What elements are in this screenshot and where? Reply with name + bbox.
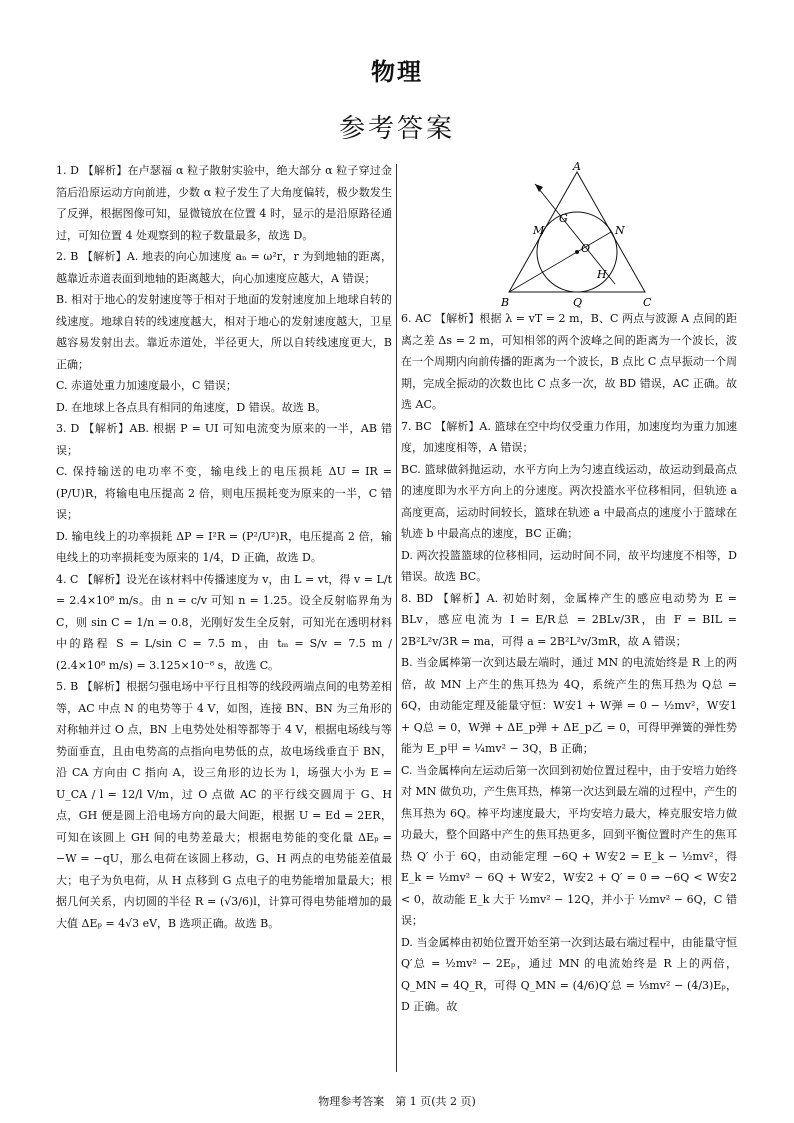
answer-4: 4. C 【解析】设光在该材料中传播速度为 v，由 L = vt，得 v = L/t = 2.4×10⁸ m/s。由 n = c/v 可知 n = 1.25。设全反射临界角为 C，则 sin C = 1/n = 0.8，光刚好发生全反射，可知光在透明材料中的路程 S = L/sin C = 7.5 m，由 tₘ = S/v = 7.5 m / (2.4×10⁸ m/s) = 3.125×10⁻⁸ s，故选 C。 [56,572,392,672]
answer-2-b: B. 相对于地心的发射速度等于相对于地面的发射速度加上地球自转的线速度。地球自转的线速度越大，相对于地心的发射速度越大，卫星越容易发射出去。靠近赤道处，半径更大，所以自转线速度更大，B 正确； [56,293,392,371]
page-title: 物理 [371,57,423,86]
triangle-circle-figure [401,160,737,308]
answer-6: 6. AC 【解析】根据 λ = vT = 2 m，B、C 两点与波源 A 点间的距离之差 Δs = 2 m，可知相邻的两个波峰之间的距离为一个波长，波在一个周期内向前传播的距离为一个波长，B 点比 C 点早振动一个周期，完成全振动的次数也比 C 点多一次，故 BD 错误，AC 正确。故选 AC。 [401,312,737,411]
label-G: G [559,212,568,225]
right-column [401,160,737,1018]
answer-8-d: D. 当金属棒由初始位置开始至第一次到达最右端过程中，由能量守恒 Q′总 = ½mv² − 2Eₚ，通过 MN 的电流始终是 R 上的两倍，Q_MN = 4Q_R，可得 Q_MN = (4/6)Q′总 = ⅓mv² − (4/3)Eₚ，D 正确。故 [401,935,737,1013]
answer-2-d: D. 在地球上各点具有相同的角速度，D 错误。故选 B。 [56,400,327,414]
label-N: N [615,224,625,237]
answer-5: 5. B 【解析】根据匀强电场中平行且相等的线段两端点间的电势差相等，AC 中点 N 的电势等于 4 V，如图，连接 BN、BN 为三角形的对称轴并过 O 点，BN 上电势处处相等都等于 4 V，根据电场线与等势面垂直，且由电势高的点指向电势低的点，故电场线垂直于 BN，沿 CA 方向由 C 指向 A，设三角形的边长为 l，场强大小为 E = U_CA / l = 12/l V/m，过 O 点做 AC 的平行线交圆周于 G、H 点，GH 便是圆上沿电场方向的最大间距，根据 U = Ed = 2ER，可知在该圆上 GH 间的电势差最大；根据电势能的变化量 ΔEₚ = −W = −qU，那么电荷在该圆上移动，G、H 两点的电势能差值最大；电子为负电荷，从 H 点移到 G 点电子的电势能增加量最大；根据几何关系，内切圆的半径 R = (√3/6)l，计算可得电势能增加的最大值 ΔEₚ = 4√3 eV，B 选项正确。故选 B。 [56,680,392,930]
answer-8-b: B. 当金属棒第一次到达最左端时，通过 MN 的电流始终是 R 上的两倍，故 MN 上产生的焦耳热为 4Q，系统产生的焦耳热为 Q总 = 6Q，由动能定理及能量守恒：W安1 + W弹 = 0 − ½mv²，W安1 + Q总 = 0，W弹 + ΔE_p弹 + ΔE_p乙 = 0，可得甲弹簧的弹性势能为 E_p甲 = ¼mv² − 3Q，B 正确； [401,656,737,755]
label-H: H [597,268,607,281]
answer-7-d: D. 两次投篮篮球的位移相同，运动时间不同，故平均速度不相等，D 错误。故选 BC。 [401,548,737,583]
answer-3-c: C. 保持输送的电功率不变，输电线上的电压损耗 ΔU = IR = (P/U)R，将输电电压提高 2 倍，则电压损耗变为原来的一半，C 错误； [56,465,392,521]
column-divider [396,164,397,1072]
label-Q: Q [573,296,583,308]
answer-1: 1. D 【解析】在卢瑟福 α 粒子散射实验中，绝大部分 α 粒子穿过金箔后沿原运动方向前进，少数 α 粒子发生了大角度偏转，极少数发生了反弹，根据图像可知，显微镜放在位置 4 时，显示的是沿原路径通过，可知位置 4 处观察到的粒子数量最多，故选 D。 [56,164,392,242]
page-subtitle: 参考答案 [338,114,455,144]
answer-2-a: 2. B 【解析】A. 地表的向心加速度 aₙ = ω²r，r 为到地轴的距离，越靠近赤道表面到地轴的距离越大，向心加速度应越大，A 错误； [56,250,392,285]
figure-svg [497,160,657,308]
answer-7-a: 7. BC 【解析】A. 篮球在空中均仅受重力作用，加速度均为重力加速度，加速度相等，A 错误； [401,419,737,454]
answer-8-a: 8. BD 【解析】A. 初始时刻，金属棒产生的感应电动势为 E = BLv，感应电流为 I = E/R总 = 2BLv/3R，由 F = BIL = 2B²L²v/3R = ma，可得 a = 2B²L²v/3mR，故 A 错误； [401,591,737,648]
label-B: B [501,296,510,308]
answer-3-d: D. 输电线上的功率损耗 ΔP = I²R = (P²/U²)R，电压提高 2 倍，输电线上的功率损耗变为原来的 1/4，D 正确，故选 D。 [56,529,392,564]
answer-8-c: C. 当金属棒向左运动后第一次回到初始位置过程中，由于安培力始终对 MN 做负功，产生焦耳热，棒第一次达到最左端的过程中，产生的焦耳热为 6Q。棒平均速度最大，平均安培力最大，棒克服安培力做功最大，整个回路中产生的焦耳热更多，回到平衡位置时产生的焦耳热 Q′ 小于 6Q，由动能定理 −6Q + W安2 = E_k − ½mv²，得 E_k = ½mv² − 6Q + W安2，W安2 + Q′ = 0 ⇒ −6Q < W安2 < 0，故动能 E_k 大于 ½mv² − 12Q，并小于 ½mv² − 6Q，C 错误； [401,763,737,927]
label-C: C [643,296,652,308]
answer-7-bc: BC. 篮球做斜抛运动，水平方向上为匀速直线运动，故运动到最高点的速度即为水平方向上的分速度。两次投篮水平位移相同，但轨迹 a 高度更高，运动时间较长，篮球在轨迹 a 中最高点的速度小于篮球在轨迹 b 中最高点的速度，BC 正确； [401,462,737,540]
page-footer: 物理参考答案 第 1 页(共 2 页) [318,1095,476,1108]
answer-3-ab: 3. D 【解析】AB. 根据 P = UI 可知电流变为原来的一半，AB 错误； [56,422,392,457]
label-M: M [533,224,545,237]
answer-2-c: C. 赤道处重力加速度最小，C 错误； [56,379,237,392]
left-column [56,160,392,934]
label-A: A [573,160,581,173]
label-O: O [581,242,591,255]
